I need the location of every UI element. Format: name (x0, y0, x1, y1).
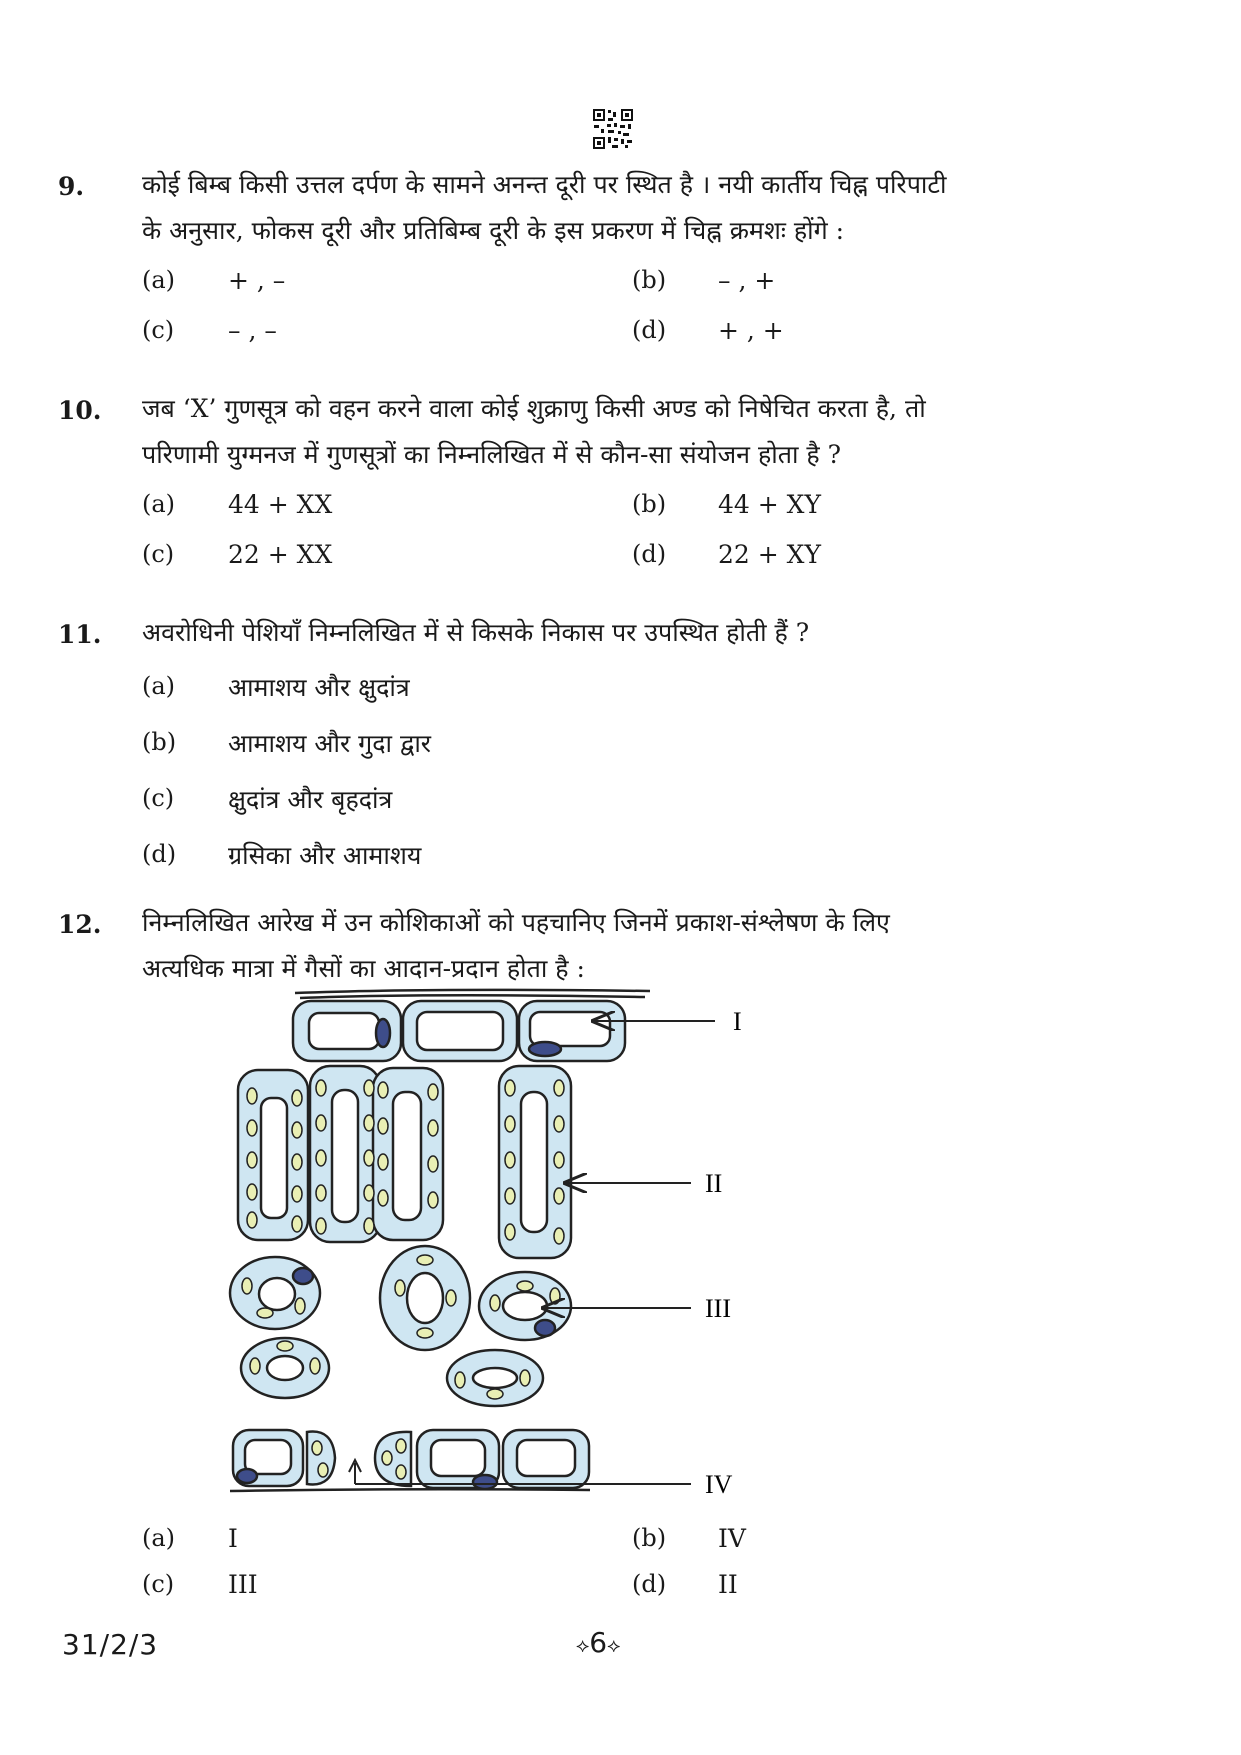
page-number-block (576, 1626, 620, 1659)
q12-option-a-text: I (228, 1524, 238, 1553)
page-ornament-right-icon: ⟡ (607, 1633, 621, 1657)
lower-epidermis-cells (233, 1430, 589, 1489)
q10-option-d-text: 22 + XY (718, 540, 821, 569)
question-9-text (142, 162, 1118, 254)
question-12-line-1: निम्नलिखित आरेख में उन कोशिकाओं को पहचानिए जिनमें प्रकाश-संश्लेषण के लिए (142, 908, 890, 937)
q10-option-b-text: 44 + XY (718, 490, 821, 519)
question-12-line-2: अत्यधिक मात्रा में गैसों का आदान-प्रदान होता है : (142, 954, 585, 983)
palisade-cells (238, 1066, 571, 1258)
q11-option-c-text: क्षुदांत्र और बृहदांत्र (228, 785, 393, 814)
q10-option-d-label: (d) (632, 540, 667, 568)
q12-option-c-label: (c) (142, 1570, 175, 1598)
q11-option-c-label: (c) (142, 784, 175, 812)
q11-option-d-label: (d) (142, 840, 177, 868)
qr-code-graphic (592, 108, 634, 150)
q10-option-a-label: (a) (142, 490, 176, 518)
question-9-number: 9. (58, 172, 85, 201)
question-9-line-2: के अनुसार, फोकस दूरी और प्रतिबिम्ब दूरी के इस प्रकरण में चिह्न क्रमशः होंगे : (142, 216, 845, 245)
q10-option-c-text: 22 + XX (228, 540, 333, 569)
q11-option-b-text: आमाशय और गुदा द्वार (228, 729, 432, 758)
page-number: 6 (589, 1626, 608, 1659)
question-12-text (142, 900, 1118, 992)
q12-option-a-label: (a) (142, 1524, 176, 1552)
question-11-line-1: अवरोधिनी पेशियाँ निम्नलिखित में से किसके निकास पर उपस्थित होती हैं ? (142, 618, 810, 647)
question-10-line-2: परिणामी युग्मनज में गुणसूत्रों का निम्नलिखित में से कौन-सा संयोजन होता है ? (142, 440, 842, 469)
leaf-cross-section-diagram (225, 988, 845, 1508)
diagram-label-3: III (705, 1294, 731, 1323)
paper-code: 31/2/3 (62, 1628, 159, 1661)
upper-epidermis-cells (293, 1001, 625, 1061)
question-10-line-1: जब ‘X’ गुणसूत्र को वहन करने वाला कोई शुक्राणु किसी अण्ड को निषेचित करता है, तो (142, 394, 926, 423)
q9-option-a-text: + , – (228, 266, 286, 295)
q9-option-d-label: (d) (632, 316, 667, 344)
q11-option-a-text: आमाशय और क्षुदांत्र (228, 673, 410, 702)
q10-option-b-label: (b) (632, 490, 667, 518)
q12-option-d-label: (d) (632, 1570, 667, 1598)
q12-option-c-text: III (228, 1570, 258, 1599)
q11-option-d-text: ग्रसिका और आमाशय (228, 841, 422, 870)
q11-option-b-label: (b) (142, 728, 177, 756)
q9-option-a-label: (a) (142, 266, 176, 294)
page-ornament-left-icon: ⟡ (576, 1633, 590, 1657)
question-10-text (142, 386, 1118, 478)
q9-option-b-text: – , + (718, 266, 776, 295)
q11-option-a-label: (a) (142, 672, 176, 700)
q9-option-c-label: (c) (142, 316, 175, 344)
q9-option-d-text: + , + (718, 316, 784, 345)
question-12-number: 12. (58, 910, 102, 939)
q9-option-b-label: (b) (632, 266, 667, 294)
q12-option-b-text: IV (718, 1524, 746, 1553)
spongy-cells (230, 1246, 571, 1406)
q12-option-d-text: II (718, 1570, 738, 1599)
diagram-label-2: II (705, 1169, 723, 1198)
question-11-number: 11. (58, 620, 102, 649)
q9-option-c-text: – , – (228, 316, 277, 345)
diagram-label-4: IV (705, 1470, 733, 1499)
q10-option-a-text: 44 + XX (228, 490, 333, 519)
question-11-text (142, 610, 1118, 656)
q10-option-c-label: (c) (142, 540, 175, 568)
question-9-line-1: कोई बिम्ब किसी उत्तल दर्पण के सामने अनन्त दूरी पर स्थित है । नयी कार्तीय चिह्न परिपाटी (142, 170, 947, 199)
q12-option-b-label: (b) (632, 1524, 667, 1552)
question-10-number: 10. (58, 396, 102, 425)
diagram-label-1: I (733, 1007, 742, 1036)
